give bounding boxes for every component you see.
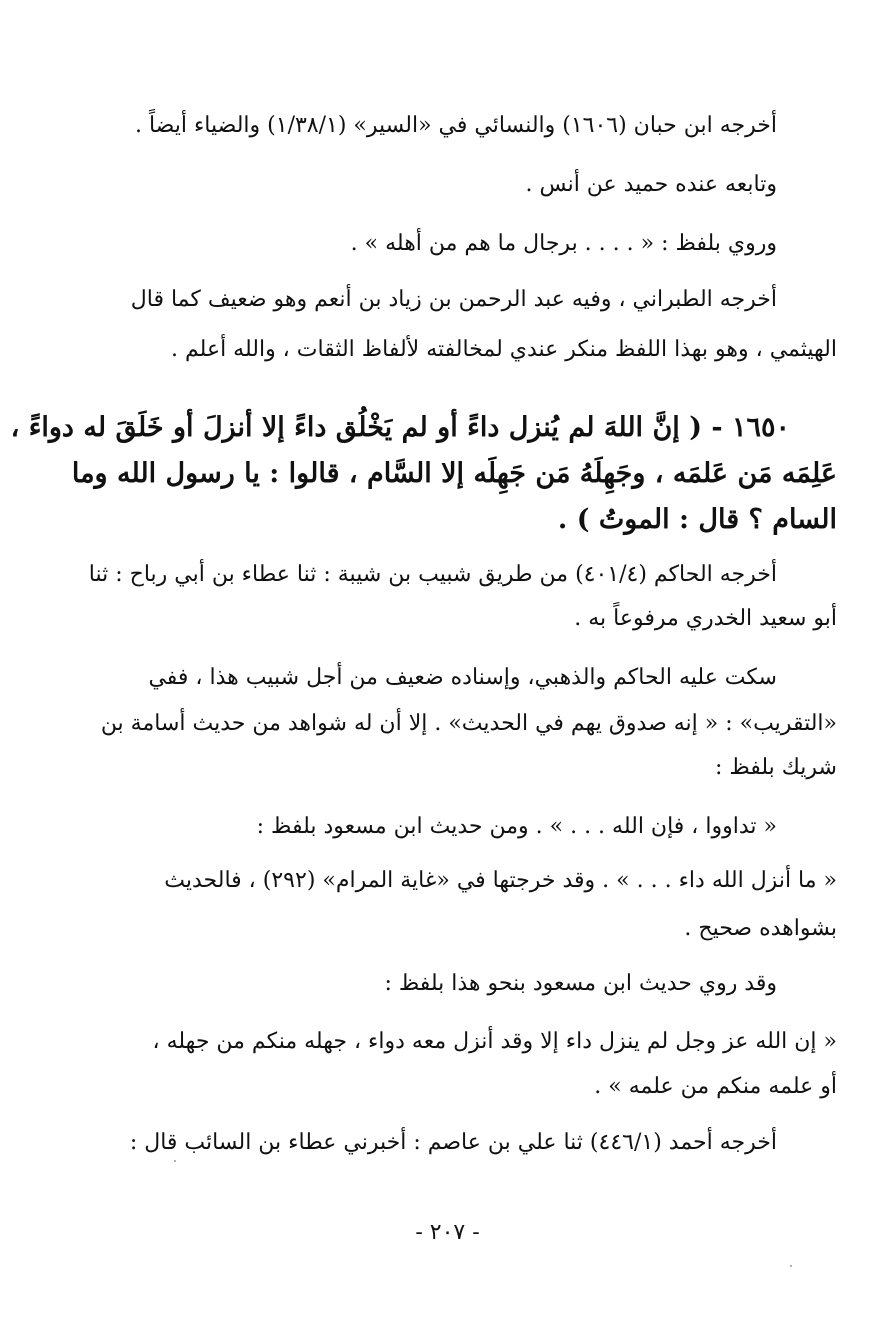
text-line: الهيثمي ، وهو بهذا اللفظ منكر عندي لمخالفته لألفاظ الثقات ، والله أعلم .: [171, 337, 837, 362]
page-number: - ٢٠٧ -: [415, 1220, 480, 1245]
hadith-heading-line: ١٦٥٠ - ( إنَّ اللهَ لم يُنزل داءً أو لم يَخْلُق داءً إلا أنزلَ أو خَلَقَ له دواءً ،: [10, 412, 790, 443]
text-line: بشواهده صحيح .: [684, 916, 837, 941]
scan-speck: [174, 1160, 176, 1162]
text-line: أخرجه أحمد (٤٤٦/١) ثنا علي بن عاصم : أخبرني عطاء بن السائب قال :: [129, 1130, 777, 1155]
text-line: أو علمه منكم من علمه » .: [594, 1074, 837, 1099]
text-line: وروي بلفظ : « . . . . برجال ما هم من أهله » .: [350, 231, 777, 256]
text-line: « إن الله عز وجل لم ينزل داء إلا وقد أنزل معه دواء ، جهله منكم من جهله ،: [152, 1029, 837, 1054]
text-line: شريك بلفظ :: [714, 755, 837, 780]
hadith-heading-line: السام ؟ قال : الموتُ ) .: [557, 504, 837, 535]
text-line: أخرجه الحاكم (٤٠١/٤) من طريق شبيب بن شيبة : ثنا عطاء بن أبي رباح : ثنا: [88, 562, 777, 587]
text-line: أبو سعيد الخدري مرفوعاً به .: [574, 606, 837, 631]
text-line: « ما أنزل الله داء . . . » . وقد خرجتها في «غاية المرام» (٢٩٢) ، فالحديث: [164, 868, 837, 893]
text-line: «التقريب» : « إنه صدوق يهم في الحديث» . إلا أن له شواهد من حديث أسامة بن: [100, 711, 837, 736]
text-line: سكت عليه الحاكم والذهبي، وإسناده ضعيف من أجل شبيب هذا ، ففي: [148, 665, 777, 690]
scan-speck: [790, 1265, 792, 1267]
text-line: أخرجه ابن حبان (١٦٠٦) والنسائي في «السير» (١/٣٨/١) والضياء أيضاً .: [134, 113, 777, 138]
text-line: وقد روي حديث ابن مسعود بنحو هذا بلفظ :: [384, 971, 777, 996]
hadith-heading-line: عَلِمَه مَن عَلمَه ، وجَهِلَهُ مَن جَهِلَه إلا السَّام ، قالوا : يا رسول الله وما: [71, 458, 837, 489]
text-line: « تداووا ، فإن الله . . . » . ومن حديث ابن مسعود بلفظ :: [256, 814, 777, 839]
text-line: وتابعه عنده حميد عن أنس .: [525, 172, 777, 197]
text-line: أخرجه الطبراني ، وفيه عبد الرحمن بن زياد بن أنعم وهو ضعيف كما قال: [130, 287, 777, 312]
